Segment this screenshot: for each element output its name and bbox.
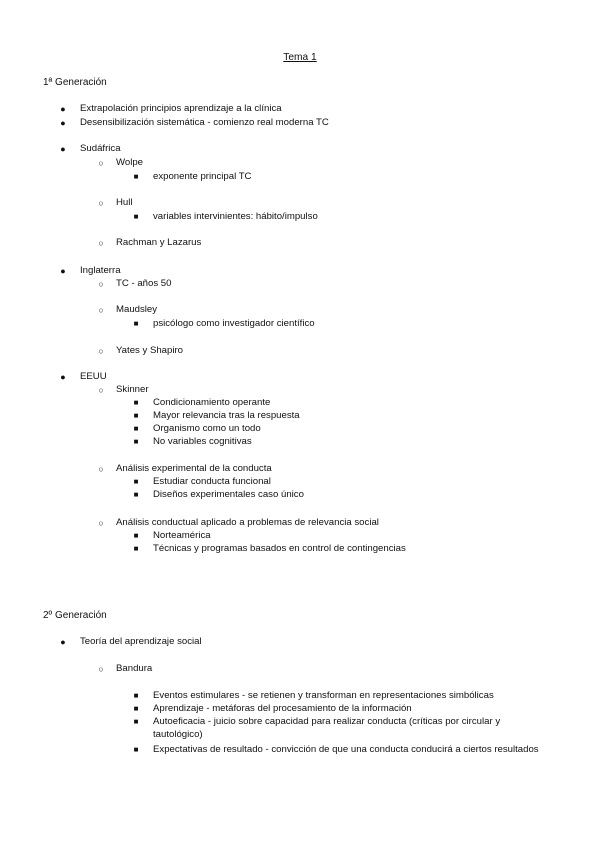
bullet-square-icon: ■ [133,531,139,540]
list-item: psicólogo como investigador científico [153,318,315,329]
list-item: TC - años 50 [116,278,172,289]
bullet-square-icon: ■ [133,212,139,221]
list-item: Rachman y Lazarus [116,237,202,248]
bullet-circle-icon: ○ [98,464,104,474]
bullet-square-icon: ■ [133,172,139,181]
page-title: Tema 1 [283,52,317,63]
list-item-continuation: tautológico) [153,729,203,740]
bullet-circle-icon: ○ [98,238,104,248]
list-item: Norteamérica [153,530,211,541]
bullet-square-icon: ■ [133,544,139,553]
list-item: Análisis conductual aplicado a problemas de relevancia social [116,517,379,528]
section-heading-gen2: 2º Generación [43,610,107,621]
bullet-circle-icon: ○ [98,346,104,356]
bullet-square-icon: ■ [133,411,139,420]
list-item: Autoeficacia - juicio sobre capacidad para realizar conducta (críticas por circular y [153,716,501,727]
bullet-circle-icon: ○ [98,279,104,289]
bullet-dot-icon: ● [60,372,66,382]
list-item: exponente principal TC [153,171,252,182]
list-item: Técnicas y programas basados en control de contingencias [153,543,406,554]
list-item: Organismo como un todo [153,423,261,434]
bullet-dot-icon: ● [60,266,66,276]
list-item: Expectativas de resultado - convicción de que una conducta conducirá a ciertos resultados [153,744,539,755]
list-item: Yates y Shapiro [116,345,184,356]
list-item: Estudiar conducta funcional [153,476,271,487]
list-item: Sudáfrica [80,143,121,154]
bullet-square-icon: ■ [133,319,139,328]
bullet-square-icon: ■ [133,745,139,754]
bullet-circle-icon: ○ [98,518,104,528]
list-item: variables intervinientes: hábito/impulso [153,211,318,222]
bullet-square-icon: ■ [133,704,139,713]
list-item: Condicionamiento operante [153,397,271,408]
bullet-dot-icon: ● [60,144,66,154]
bullet-square-icon: ■ [133,477,139,486]
list-item: Skinner [116,384,149,395]
bullet-circle-icon: ○ [98,305,104,315]
list-item: Bandura [116,663,153,674]
bullet-dot-icon: ● [60,104,66,114]
list-item: Teoría del aprendizaje social [80,636,202,647]
list-item: Mayor relevancia tras la respuesta [153,410,300,421]
list-item: Extrapolación principios aprendizaje a la clínica [80,103,282,114]
bullet-square-icon: ■ [133,398,139,407]
list-item: EEUU [80,371,107,382]
list-item: Hull [116,197,133,208]
bullet-dot-icon: ● [60,118,66,128]
bullet-square-icon: ■ [133,437,139,446]
list-item: No variables cognitivas [153,436,252,447]
bullet-square-icon: ■ [133,424,139,433]
list-item: Desensibilización sistemática - comienzo real moderna TC [80,117,329,128]
list-item: Maudsley [116,304,158,315]
list-item: Eventos estimulares - se retienen y transforman en representaciones simbólicas [153,690,494,701]
bullet-square-icon: ■ [133,691,139,700]
bullet-square-icon: ■ [133,717,139,726]
bullet-circle-icon: ○ [98,158,104,168]
bullet-dot-icon: ● [60,637,66,647]
bullet-square-icon: ■ [133,490,139,499]
list-item: Inglaterra [80,265,121,276]
section-heading-gen1: 1ª Generación [43,77,107,88]
bullet-circle-icon: ○ [98,385,104,395]
list-item: Análisis experimental de la conducta [116,463,272,474]
bullet-circle-icon: ○ [98,198,104,208]
bullet-circle-icon: ○ [98,664,104,674]
list-item: Diseños experimentales caso único [153,489,304,500]
list-item: Aprendizaje - metáforas del procesamiento de la información [153,703,412,714]
list-item: Wolpe [116,157,144,168]
